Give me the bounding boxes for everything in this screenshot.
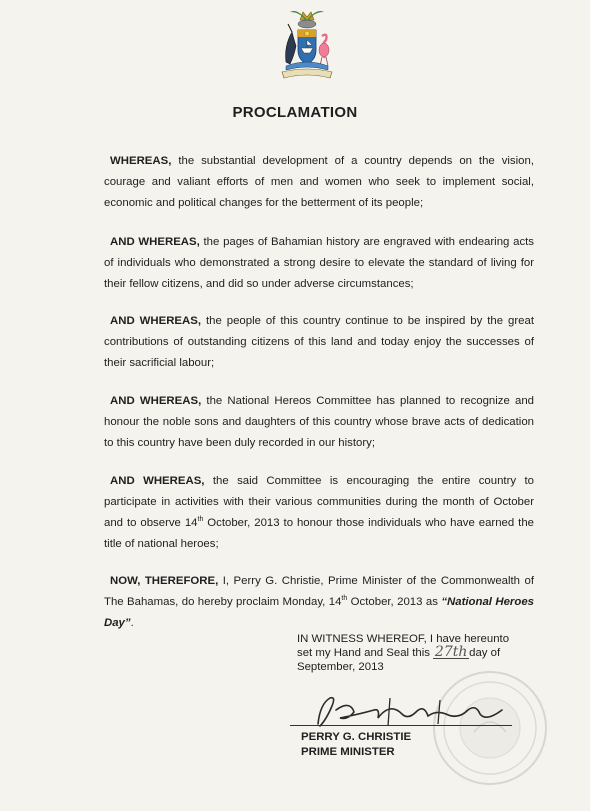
signatory-name: PERRY G. CHRISTIE bbox=[301, 731, 412, 743]
paragraph-5-text-b: October, 2013 to honour those individuals who have earned the title of national heroes; bbox=[104, 517, 534, 550]
witness-line-2a: set my Hand and Seal this bbox=[297, 647, 434, 659]
paragraph-4-text: the National Hereos Committee has planned to recognize and honour the noble sons and daughters of this country whose brave acts of dedication to this country have been duly recorded in our history; bbox=[104, 395, 535, 449]
witness-line-2 bbox=[297, 646, 537, 660]
paragraph-3-text: the people of this country continue to be inspired by the great contributions of outstanding citizens of this land and today enjoy the successes of their sacrificial labour; bbox=[104, 315, 534, 369]
witness-line-1: IN WITNESS WHEREOF, I have hereunto bbox=[297, 633, 510, 645]
page-title: PROCLAMATION bbox=[232, 104, 358, 121]
coat-of-arms-icon bbox=[272, 6, 342, 80]
paragraph-2 bbox=[104, 232, 534, 295]
paragraph-1 bbox=[104, 151, 534, 214]
paragraph-6-text-a: I, Perry G. Christie, Prime Minister of the Commonwealth of The Bahamas, do hereby proclaim Monday, 14 bbox=[104, 575, 534, 608]
paragraph-3-lead: AND WHEREAS, bbox=[110, 315, 202, 327]
signature-line bbox=[290, 725, 512, 726]
paragraph-3 bbox=[104, 311, 534, 374]
paragraph-6 bbox=[104, 571, 534, 634]
paragraph-5-text-a: the said Committee is encouraging the entire country to participate in activities with their various communities during the month of October and to observe 14 bbox=[104, 475, 534, 529]
paragraph-4 bbox=[104, 391, 534, 454]
paragraph-5 bbox=[104, 471, 534, 555]
witness-line-3: September, 2013 bbox=[297, 661, 384, 673]
paragraph-1-text: the substantial development of a country depends on the vision, courage and valiant efforts of men and women who seek to implement social, economic and political changes for the betterment of its people; bbox=[104, 155, 534, 209]
paragraph-2-text: the pages of Bahamian history are engraved with endearing acts of individuals who demonstrated a strong desire to elevate the standard of living for their fellow citizens, and did so under adverse circumstances; bbox=[104, 236, 534, 290]
signatory-block bbox=[301, 730, 411, 760]
handwritten-day: 27th bbox=[434, 644, 468, 660]
paragraph-6-lead: NOW, THEREFORE, bbox=[110, 575, 219, 587]
witness-line-2b: day of bbox=[469, 647, 501, 659]
paragraph-5-lead: AND WHEREAS, bbox=[110, 475, 205, 487]
paragraph-6-end: . bbox=[130, 617, 134, 629]
paragraph-6-text-b: October, 2013 as bbox=[347, 596, 442, 608]
paragraph-5-sup: th bbox=[197, 516, 204, 524]
paragraph-4-lead: AND WHEREAS, bbox=[110, 395, 202, 407]
paragraph-6-sup: th bbox=[341, 595, 348, 603]
paragraph-2-lead: AND WHEREAS, bbox=[110, 236, 200, 248]
paragraph-1-lead: WHEREAS, bbox=[110, 155, 172, 167]
holiday-name: “National Heroes Day” bbox=[104, 596, 534, 629]
signatory-position: PRIME MINISTER bbox=[301, 746, 395, 758]
